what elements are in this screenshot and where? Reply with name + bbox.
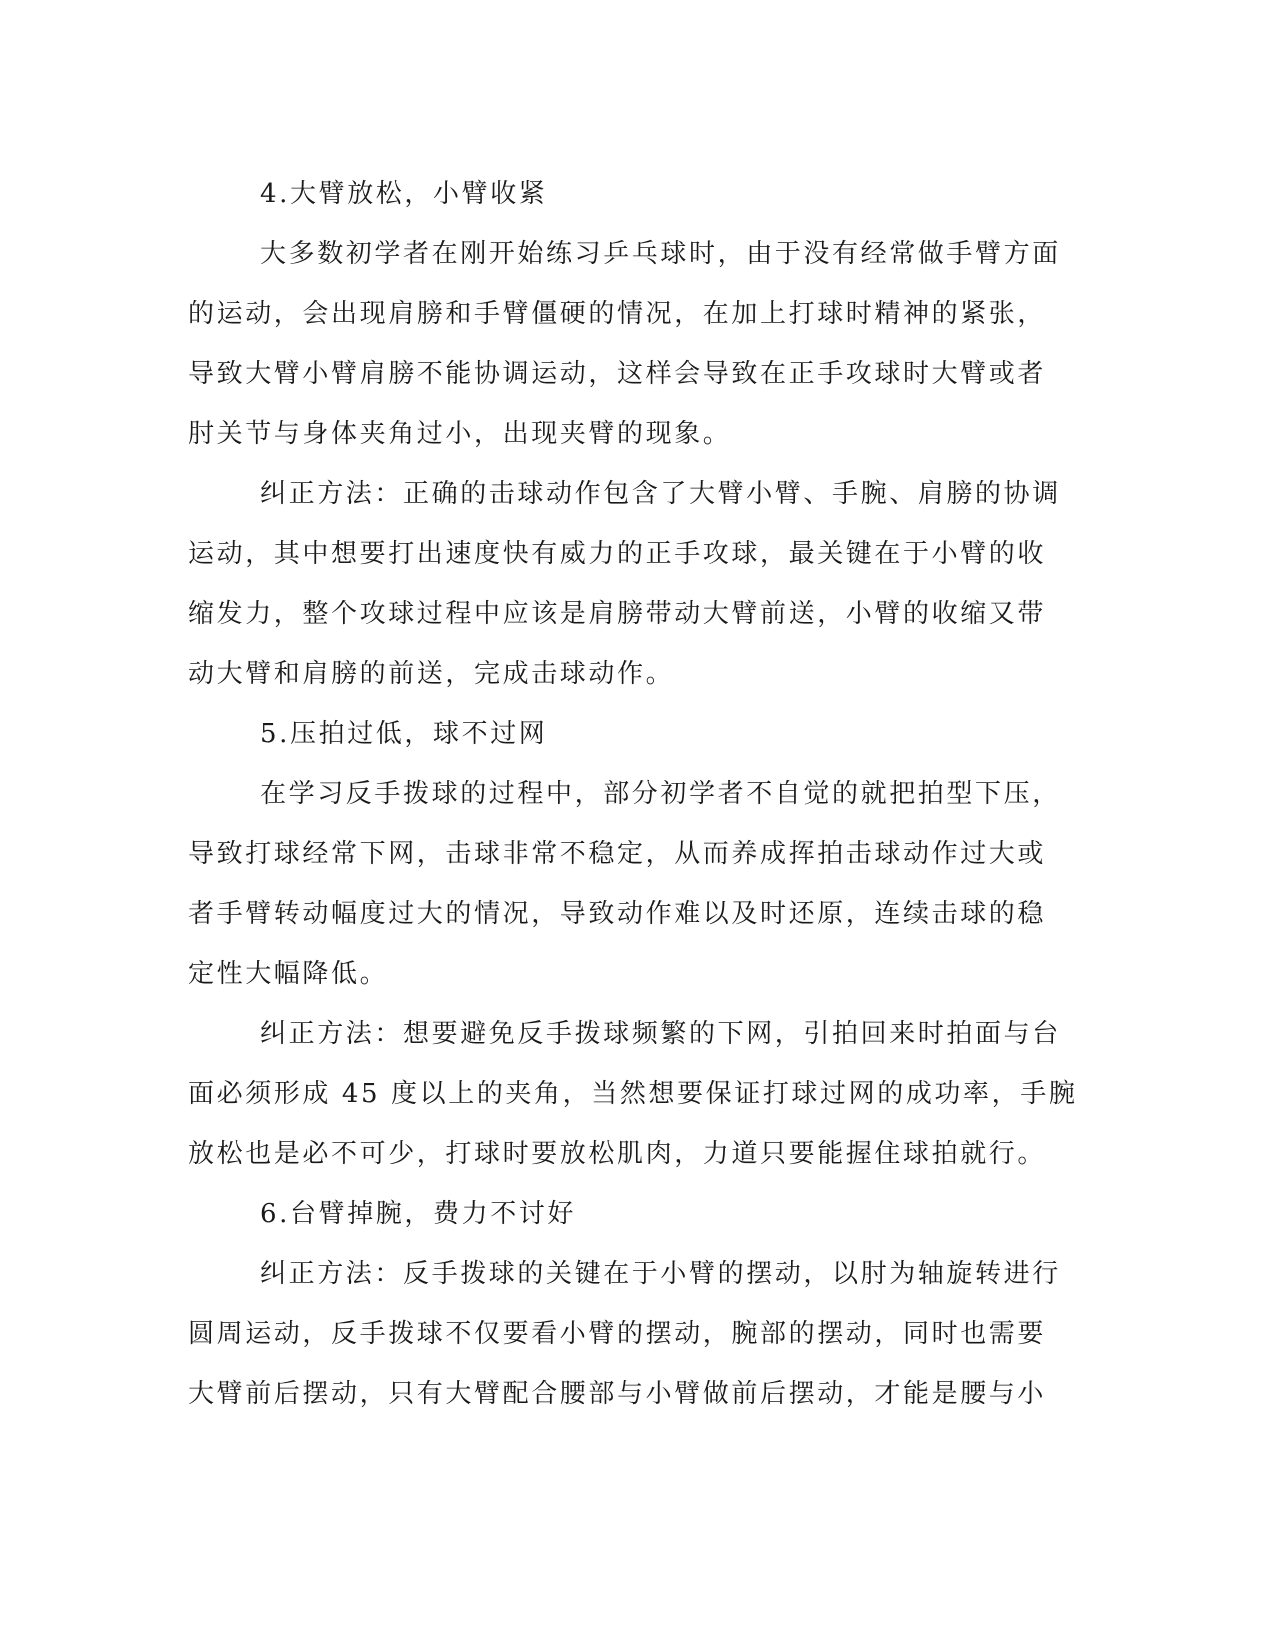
paragraph-line: 运动，其中想要打出速度快有威力的正手攻球，最关键在于小臂的收 (188, 539, 1047, 569)
paragraph-line: 缩发力，整个攻球过程中应该是肩膀带动大臂前送，小臂的收缩又带 (188, 599, 1047, 629)
paragraph-line: 导致大臂小臂肩膀不能协调运动，这样会导致在正手攻球时大臂或者 (188, 359, 1047, 389)
paragraph-line: 纠正方法：想要避免反手拨球频繁的下网，引拍回来时拍面与台 (260, 1019, 1061, 1049)
paragraph-line: 定性大幅降低。 (188, 959, 389, 989)
paragraph-line: 纠正方法：正确的击球动作包含了大臂小臂、手腕、肩膀的协调 (260, 479, 1061, 509)
paragraph-line: 在学习反手拨球的过程中，部分初学者不自觉的就把拍型下压， (260, 779, 1061, 809)
paragraph-line: 面必须形成 45 度以上的夹角，当然想要保证打球过网的成功率，手腕 (188, 1079, 1078, 1109)
section-heading-4: 4.大臂放松，小臂收紧 (260, 179, 548, 209)
paragraph-line: 放松也是必不可少，打球时要放松肌肉，力道只要能握住球拍就行。 (188, 1139, 1047, 1169)
paragraph-line: 的运动，会出现肩膀和手臂僵硬的情况，在加上打球时精神的紧张， (188, 299, 1047, 329)
paragraph-line: 大多数初学者在刚开始练习乒乓球时，由于没有经常做手臂方面 (260, 239, 1061, 269)
paragraph-line: 者手臂转动幅度过大的情况，导致动作难以及时还原，连续击球的稳 (188, 899, 1047, 929)
paragraph-line: 圆周运动，反手拨球不仅要看小臂的摆动，腕部的摆动，同时也需要 (188, 1319, 1047, 1349)
section-heading-5: 5.压拍过低，球不过网 (260, 719, 548, 749)
paragraph-line: 大臂前后摆动，只有大臂配合腰部与小臂做前后摆动，才能是腰与小 (188, 1379, 1047, 1409)
paragraph-line: 肘关节与身体夹角过小，出现夹臂的现象。 (188, 419, 732, 449)
paragraph-line: 纠正方法：反手拨球的关键在于小臂的摆动，以肘为轴旋转进行 (260, 1259, 1061, 1289)
section-heading-6: 6.台臂掉腕，费力不讨好 (260, 1199, 577, 1229)
paragraph-line: 动大臂和肩膀的前送，完成击球动作。 (188, 659, 675, 689)
paragraph-line: 导致打球经常下网，击球非常不稳定，从而养成挥拍击球动作过大或 (188, 839, 1047, 869)
document-body (188, 164, 1078, 1424)
